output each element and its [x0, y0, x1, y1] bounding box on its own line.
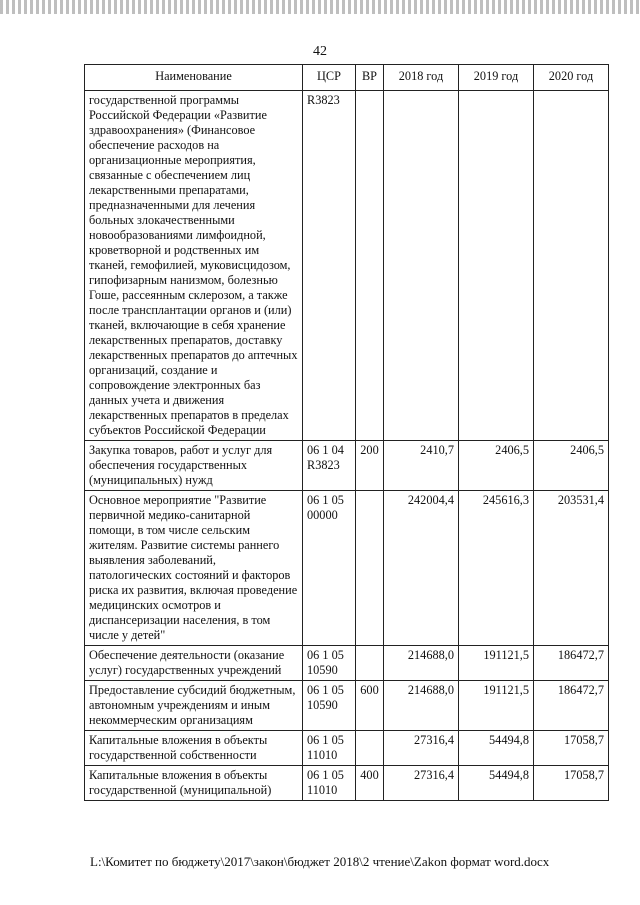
row-vr: 200	[356, 441, 384, 491]
row-name: Основное мероприятие "Развитие первичной медико-санитарной помощи, в том числе сельским жителям. Развитие системы раннего выявления заболеваний, патологических состояний и факторов риска их развития, включая проведение медицинских осмотров и диспансеризации населения, в том числе у детей"	[85, 491, 303, 646]
row-2019: 245616,3	[459, 491, 534, 646]
row-2019: 2406,5	[459, 441, 534, 491]
table-row	[85, 681, 609, 731]
row-2019: 54494,8	[459, 731, 534, 766]
row-name: государственной программы Российской Федерации «Развитие здравоохранения» (Финансовое обеспечение расходов на организационные мероприятия, связанные с обеспечением лиц лекарственными препаратами, предназначенными для лечения больных злокачественными новообразованиями лимфоидной, кроветворной и родственных им тканей, гемофилией, муковисцидозом, гипофизарным нанизмом, болезнью Гоше, рассеянным склерозом, а также после трансплантации органов и (или) тканей, включающие в себя хранение лекарственных препаратов, доставку лекарственных препаратов до аптечных организаций, создание и сопровождение электронных баз данных учета и движения лекарственных препаратов в пределах субъектов Российской Федерации	[85, 91, 303, 441]
row-2020	[534, 91, 609, 441]
table-row	[85, 91, 609, 441]
page-number: 42	[313, 44, 327, 59]
header-2020: 2020 год	[534, 65, 609, 91]
row-name: Обеспечение деятельности (оказание услуг) государственных учреждений	[85, 646, 303, 681]
row-vr	[356, 491, 384, 646]
row-csr: 06 1 04 R3823	[303, 441, 356, 491]
row-2020: 186472,7	[534, 646, 609, 681]
row-vr: 400	[356, 766, 384, 801]
header-csr: ЦСР	[303, 65, 356, 91]
header-name: Наименование	[85, 65, 303, 91]
row-2018: 27316,4	[384, 766, 459, 801]
row-vr	[356, 731, 384, 766]
scan-top-edge	[0, 0, 640, 14]
header-2019: 2019 год	[459, 65, 534, 91]
row-2018: 214688,0	[384, 681, 459, 731]
row-2018: 242004,4	[384, 491, 459, 646]
row-name: Капитальные вложения в объекты государственной (муниципальной)	[85, 766, 303, 801]
row-2018	[384, 91, 459, 441]
row-2020: 203531,4	[534, 491, 609, 646]
row-csr: 06 1 05 10590	[303, 681, 356, 731]
row-2019	[459, 91, 534, 441]
table-row	[85, 766, 609, 801]
row-2019: 191121,5	[459, 646, 534, 681]
row-csr: 06 1 05 10590	[303, 646, 356, 681]
header-2018: 2018 год	[384, 65, 459, 91]
file-path-footer: L:\Комитет по бюджету\2017\закон\бюджет 2018\2 чтение\Zakon формат word.docx	[90, 854, 550, 869]
row-name: Капитальные вложения в объекты государственной собственности	[85, 731, 303, 766]
row-csr: 06 1 05 11010	[303, 731, 356, 766]
row-vr: 600	[356, 681, 384, 731]
row-2020: 17058,7	[534, 731, 609, 766]
row-csr: 06 1 05 00000	[303, 491, 356, 646]
row-name: Предоставление субсидий бюджетным, автономным учреждениям и иным некоммерческим организациям	[85, 681, 303, 731]
table-row	[85, 646, 609, 681]
row-2018: 27316,4	[384, 731, 459, 766]
row-2020: 17058,7	[534, 766, 609, 801]
row-csr: 06 1 05 11010	[303, 766, 356, 801]
table-row	[85, 441, 609, 491]
row-2019: 54494,8	[459, 766, 534, 801]
row-2018: 2410,7	[384, 441, 459, 491]
row-2020: 2406,5	[534, 441, 609, 491]
row-name: Закупка товаров, работ и услуг для обеспечения государственных (муниципальных) нужд	[85, 441, 303, 491]
budget-table	[84, 64, 609, 801]
row-2020: 186472,7	[534, 681, 609, 731]
table-header-row	[85, 65, 609, 91]
table-row	[85, 731, 609, 766]
row-vr	[356, 646, 384, 681]
row-csr: R3823	[303, 91, 356, 441]
row-vr	[356, 91, 384, 441]
row-2019: 191121,5	[459, 681, 534, 731]
header-vr: ВР	[356, 65, 384, 91]
table-row	[85, 491, 609, 646]
row-2018: 214688,0	[384, 646, 459, 681]
